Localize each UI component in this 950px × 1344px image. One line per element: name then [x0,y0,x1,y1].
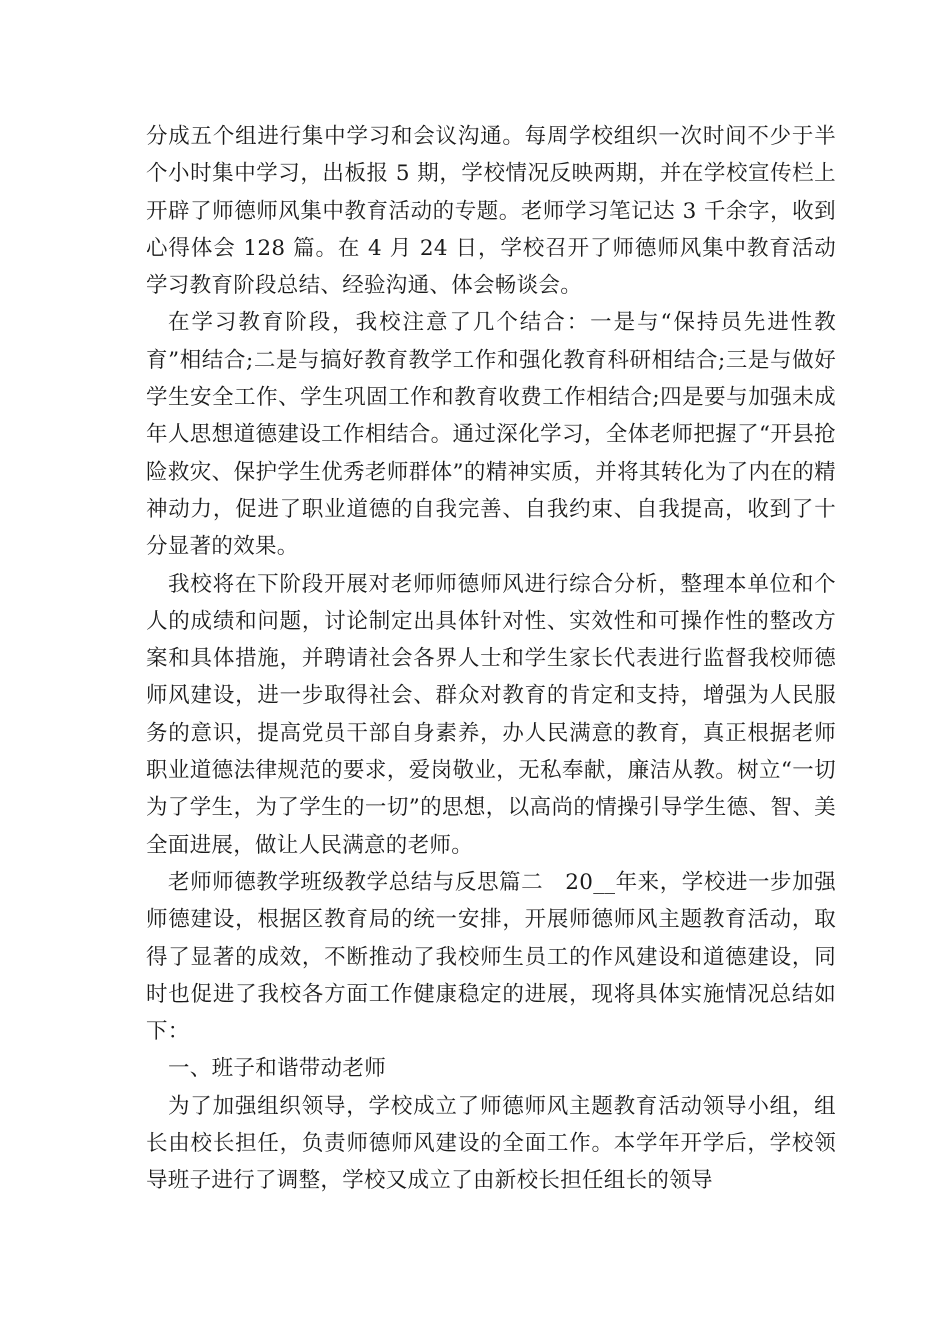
section-heading: 一、班子和谐带动老师 [168,1056,387,1082]
paragraph-2: 在学习教育阶段，我校注意了几个结合：一是与“保持员先进性教育”相结合;二是与搞好教育教学工作和强化教育科研相结合;三是与做好学生安全工作、学生巩固工作和教育收费工作相结合;四是要与加强未成年人思想道德建设工作相结合。通过深化学习，全体老师把握了“开县抢险救灾、保护学生优秀老师群体”的精神实质，并将其转化为了内在的精神动力，促进了职业道德的自我完善、自我约束、自我提高，收到了十分显著的效果。 [146,310,836,560]
paragraph-3: 我校将在下阶段开展对老师师德师风进行综合分析，整理本单位和个人的成绩和问题，讨论制定出具体针对性、实效性和可操作性的整改方案和具体措施，并聘请社会各界人士和学生家长代表进行监督我校师德师风建设，进一步取得社会、群众对教育的肯定和支持，增强为人民服务的意识，提高党员干部自身素养，办人民满意的教育，真正根据老师职业道德法律规范的要求，爱岗敬业，无私奉献，廉洁从教。树立“一切为了学生，为了学生的一切”的思想，以高尚的情操引导学生德、智、美全面进展，做让人民满意的老师。 [146,571,836,858]
paragraph-4: 老师师德教学班级教学总结与反思篇二 20__年来，学校进一步加强师德建设，根据区教育局的统一安排，开展师德师风主题教育活动，取得了显著的成效，不断推动了我校师生员工的作风建设和道德建设，同时也促进了我校各方面工作健康稳定的进展，现将具体实施情况总结如下： [146,869,836,1045]
paragraph-1: 分成五个组进行集中学习和会议沟通。每周学校组织一次时间不少于半个小时集中学习，出板报 5 期，学校情况反映两期，并在学校宣传栏上开辟了师德师风集中教育活动的专题。老师学习笔记达 3 千余字，收到心得体会 128 篇。在 4 月 24 日，学校召开了师德师风集中教育活动学习教育阶段总结、经验沟通、体会畅谈会。 [146,124,836,299]
document-page [146,118,836,1200]
paragraph-5: 为了加强组织领导，学校成立了师德师风主题教育活动领导小组，组长由校长担任，负责师德师风建设的全面工作。本学年开学后，学校领导班子进行了调整，学校又成立了由新校长担任组长的领导 [146,1093,836,1194]
